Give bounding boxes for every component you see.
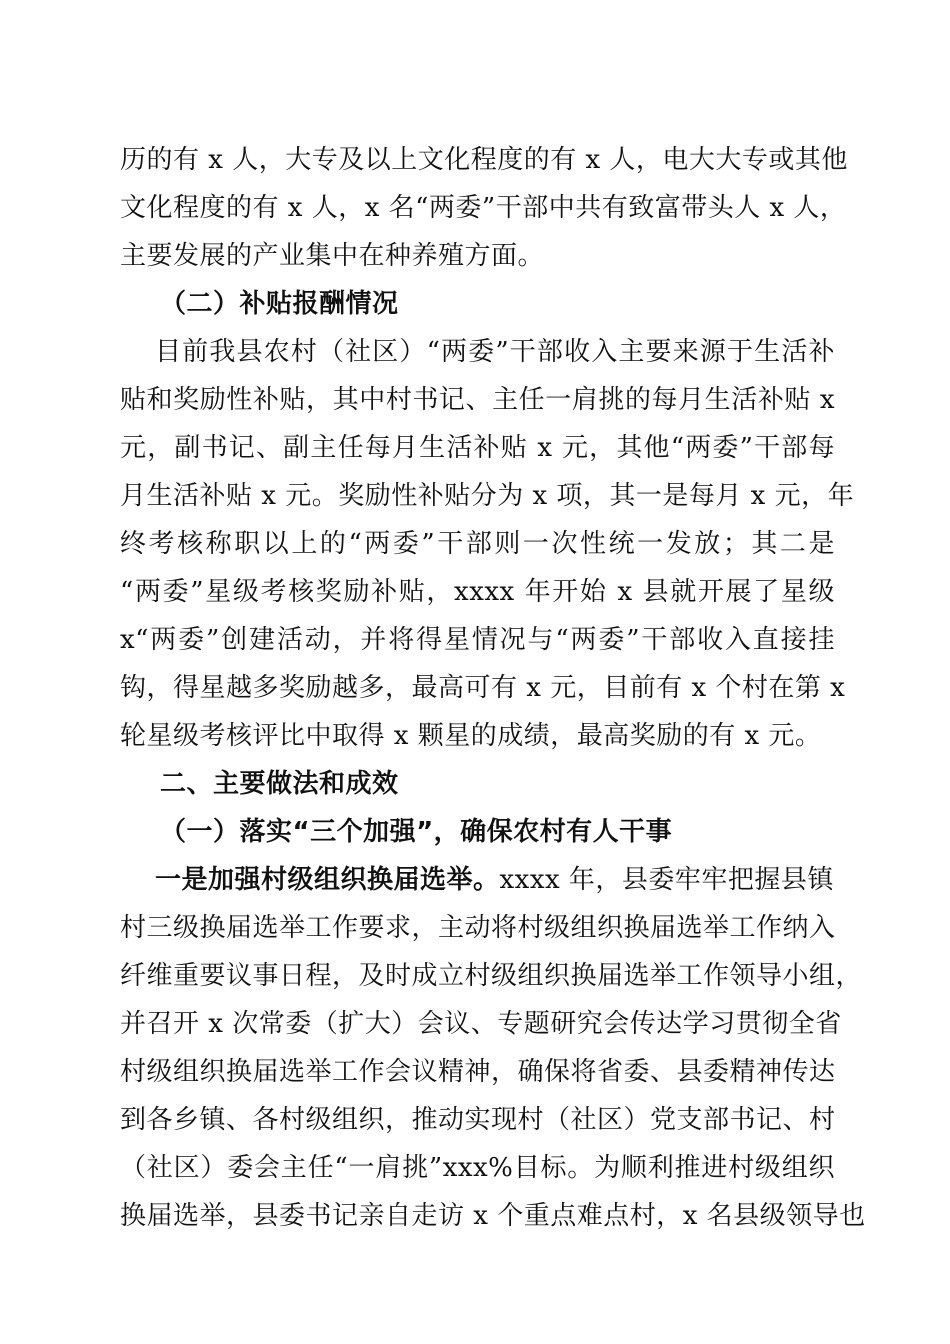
paragraph-line [155, 860, 835, 900]
section-heading: 二、主要做法和成效 [160, 769, 399, 799]
paragraph-line: 并召开 x 次常委（扩大）会议、专题研究会传达学习贯彻全省 [120, 1009, 842, 1039]
bold-lead-in: 一是加强村级组织换届选举。 [155, 865, 500, 895]
paragraph-line: 目前我县农村（社区）“两委”干部收入主要来源于生活补 [155, 337, 835, 367]
paragraph-line: 村级组织换届选举工作会议精神，确保将省委、县委精神传达 [120, 1057, 836, 1087]
paragraph-line: 元，副书记、副主任每月生活补贴 x 元，其他“两委”干部每 [120, 433, 835, 463]
paragraph-line: 月生活补贴 x 元。奖励性补贴分为 x 项，其一是每月 x 元，年 [120, 481, 855, 511]
paragraph-line: “两委”星级考核奖励补贴，xxxx 年开始 x 县就开展了星级 [120, 577, 835, 607]
paragraph-text: xxxx 年，县委牢牢把握县镇 [499, 865, 834, 895]
paragraph-line: 纤维重要议事日程，及时成立村级组织换届选举工作领导小组， [120, 961, 863, 991]
paragraph-line: 主要发展的产业集中在种养殖方面。 [120, 241, 545, 271]
paragraph-line: 贴和奖励性补贴，其中村书记、主任一肩挑的每月生活补贴 x [120, 385, 835, 415]
subsection-heading: （一）落实“三个加强”，确保农村有人干事 [160, 817, 673, 847]
paragraph-line: 到各乡镇、各村级组织，推动实现村（社区）党支部书记、村 [120, 1105, 836, 1135]
paragraph-line: x“两委”创建活动，并将得星情况与“两委”干部收入直接挂 [120, 625, 835, 655]
paragraph-line: 终考核称职以上的“两委”干部则一次性统一发放；其二是 [120, 529, 835, 559]
paragraph-line: 轮星级考核评比中取得 x 颗星的成绩，最高奖励的有 x 元。 [120, 721, 822, 751]
paragraph-line: 村三级换届选举工作要求，主动将村级组织换届选举工作纳入 [120, 913, 836, 943]
paragraph-line: 钩，得星越多奖励越多，最高可有 x 元，目前有 x 个村在第 x [120, 673, 846, 703]
subsection-heading: （二）补贴报酬情况 [160, 289, 399, 319]
paragraph-line: 历的有 x 人，大专及以上文化程度的有 x 人，电大大专或其他 [120, 145, 848, 175]
paragraph-line: 换届选举，县委书记亲自走访 x 个重点难点村，x 名县级领导也 [120, 1201, 866, 1231]
paragraph-line: （社区）委会主任“一肩挑”xxx%目标。为顺利推进村级组织 [120, 1153, 835, 1183]
paragraph-line: 文化程度的有 x 人，x 名“两委”干部中共有致富带头人 x 人， [120, 193, 847, 223]
